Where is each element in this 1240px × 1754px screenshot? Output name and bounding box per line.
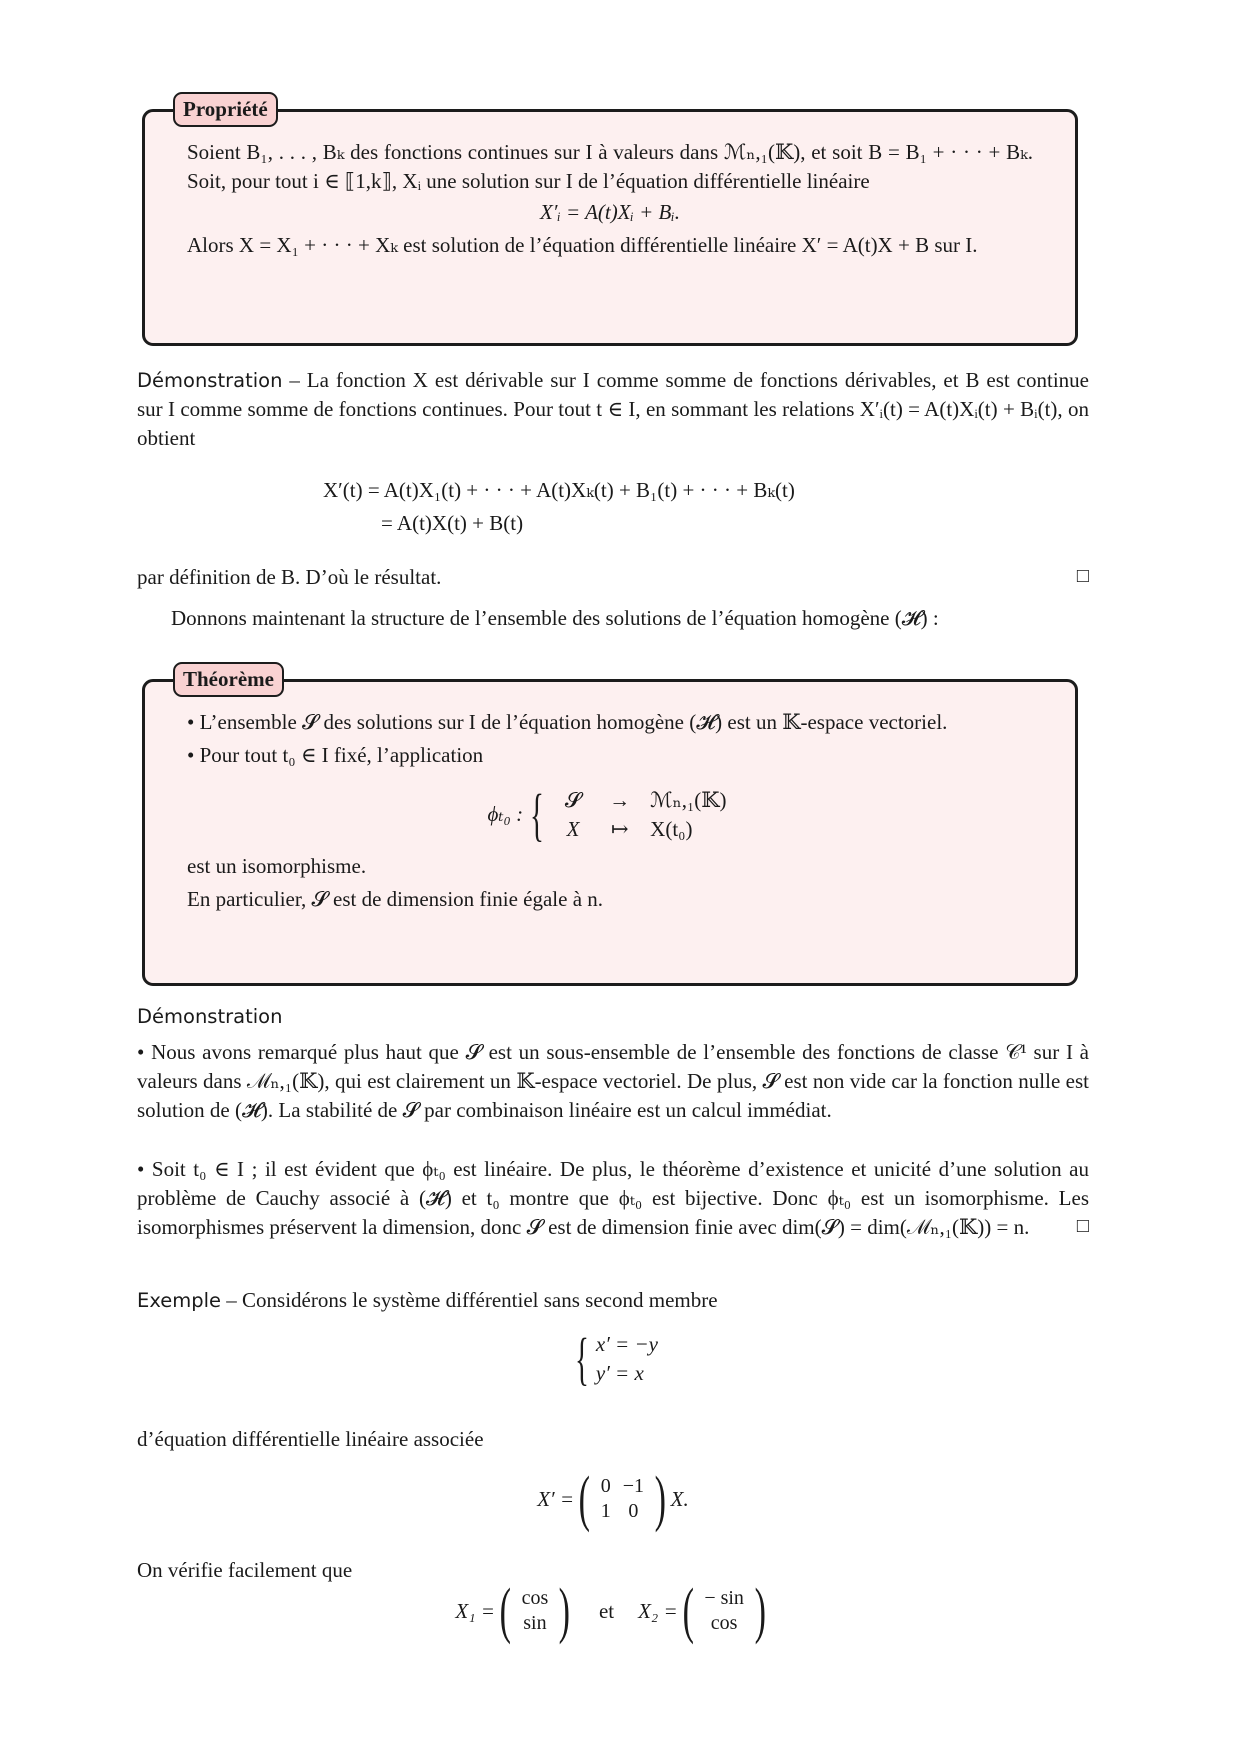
x2-lhs: X₂ = — [638, 1598, 678, 1623]
demo2-point-2: • Soit t₀ ∈ I ; il est évident que ϕₜ₀ est linéaire. De plus, le théorème d’existence et unicité d’une solution au problème de Cauchy associé à (𝓗) et t₀ montre que ϕₜ₀ est bijective. Donc ϕₜ₀ est un isomorphisme. Les isomorphismes préservent la dimension, donc 𝓢 est de dimension finie avec dim(𝓢) = dim(ℳₙ,₁(𝕂)) = n. — [137, 1157, 1089, 1239]
theoreme-after: est un isomorphisme. — [187, 853, 367, 878]
phi-row1-arrow: → — [609, 787, 631, 812]
matrix-A: ( 0 −1 1 0 ) — [578, 1465, 667, 1533]
exemple-assoc: d’équation différentielle linéaire associée — [137, 1427, 484, 1451]
theoreme-box — [142, 667, 1078, 986]
vector-X2: ( − sin cos ) — [682, 1577, 766, 1645]
exemple-verif: On vérifie facilement que — [137, 1558, 353, 1582]
phi-symbol: ϕₜ₀ : — [487, 802, 524, 827]
phi-row1-left: 𝓢 — [564, 787, 582, 812]
demo1-eq-line1: X′(t) = A(t)X₁(t) + · · · + A(t)Xₖ(t) + B₁(t) + · · · + Bₖ(t) — [323, 478, 795, 502]
matrix-rhs: X. — [670, 1486, 689, 1511]
phi-map-table — [551, 786, 733, 844]
matrix-equation — [137, 1465, 1089, 1533]
exemple-dash: – — [221, 1288, 243, 1312]
matrix-a22: 0 — [628, 1500, 639, 1522]
transition-paragraph — [137, 604, 1089, 633]
system-equations — [137, 1326, 1089, 1391]
x1-lhs: X₁ = — [455, 1598, 495, 1623]
x1-bottom: sin — [523, 1612, 547, 1634]
system-eq-2: y′ = x — [595, 1361, 644, 1385]
theoreme-bullet-1: • L’ensemble 𝓢 des solutions sur I de l’équation homogène (𝓗) est un 𝕂-espace vectoriel. — [187, 710, 948, 734]
propriete-statement: Soient B₁, . . . , Bₖ des fonctions continues sur I à valeurs dans ℳₙ,₁(𝕂), et soit B = B₁ + · · · + Bₖ. Soit, pour tout i ∈ ⟦1,k⟧, Xᵢ une solution sur I de l’équation différentielle linéaire — [187, 140, 1033, 193]
demo1-qed: □ — [1076, 565, 1089, 587]
left-brace: { — [530, 781, 544, 847]
propriete-conclusion: Alors X = X₁ + · · · + Xₖ est solution de l’équation différentielle linéaire X′ = A(t)X + B sur I. — [187, 232, 978, 257]
theoreme-label: Théorème — [173, 662, 284, 697]
vector-X1: ( cos sin ) — [499, 1577, 571, 1645]
demo2-point-1: • Nous avons remarqué plus haut que 𝓢 est un sous-ensemble de l’ensemble des fonctions de classe 𝒞¹ sur I à valeurs dans ℳₙ,₁(𝕂), qui est clairement un 𝕂-espace vectoriel. De plus, 𝓢 est non vide car la fonction nulle est solution de (𝓗). La stabilité de 𝓢 par combinaison linéaire est un calcul immédiat. — [137, 1040, 1089, 1122]
matrix-lhs: X′ = — [537, 1486, 575, 1511]
x2-bottom: cos — [710, 1612, 738, 1634]
theoreme-last: En particulier, 𝓢 est de dimension finie égale à n. — [187, 886, 604, 911]
demo1-conclusion: par définition de B. D’où le résultat. — [137, 565, 442, 589]
theoreme-bullet-2: • Pour tout t₀ ∈ I fixé, l’application — [187, 742, 484, 767]
propriete-box — [142, 97, 1078, 346]
demo2-heading: Démonstration — [137, 1005, 283, 1028]
matrix-a11: 0 — [600, 1475, 611, 1497]
exemple-heading: Exemple — [137, 1289, 222, 1312]
demo1-end — [137, 563, 1089, 592]
demo1-paragraph — [137, 366, 1089, 453]
demo2-point-2-wrap — [137, 1155, 1089, 1242]
propriete-label: Propriété — [173, 92, 278, 127]
x2-top: − sin — [704, 1587, 744, 1609]
solution-vectors — [137, 1577, 1089, 1645]
demo2-qed: □ — [1076, 1214, 1089, 1237]
phi-row2-left: X — [566, 816, 580, 841]
demo1-heading: Démonstration — [137, 369, 283, 392]
matrix-a21: 1 — [600, 1500, 611, 1522]
system-eq-1: x′ = −y — [595, 1332, 658, 1357]
exemple-text: Considérons le système différentiel sans second membre — [242, 1288, 718, 1312]
demo1-equations — [137, 476, 1089, 538]
demo1-dash: – — [282, 368, 307, 392]
et-word: et — [598, 1598, 615, 1623]
phi-row2-arrow: ↦ — [610, 816, 629, 841]
phi-definition — [187, 781, 1033, 847]
matrix-a12: −1 — [622, 1475, 645, 1497]
demo1-text: La fonction X est dérivable sur I comme somme de fonctions dérivables, et B est continue sur I comme somme de fonctions continues. Pour tout t ∈ I, en sommant les relations X′ᵢ(t) = A(t)Xᵢ(t) + Bᵢ(t), on obtient — [137, 368, 1089, 450]
propriete-equation: X′ᵢ = A(t)Xᵢ + Bᵢ. — [540, 199, 680, 224]
demo1-eq-line2: = A(t)X(t) + B(t) — [381, 510, 524, 535]
exemple-intro — [137, 1286, 1089, 1315]
transition-text: Donnons maintenant la structure de l’ensemble des solutions de l’équation homogène (𝓗) : — [171, 606, 939, 630]
phi-row1-right: ℳₙ,₁(𝕂) — [650, 787, 727, 812]
phi-row2-right: X(t₀) — [650, 816, 693, 841]
system-brace: { — [574, 1326, 589, 1391]
x1-top: cos — [521, 1587, 549, 1609]
